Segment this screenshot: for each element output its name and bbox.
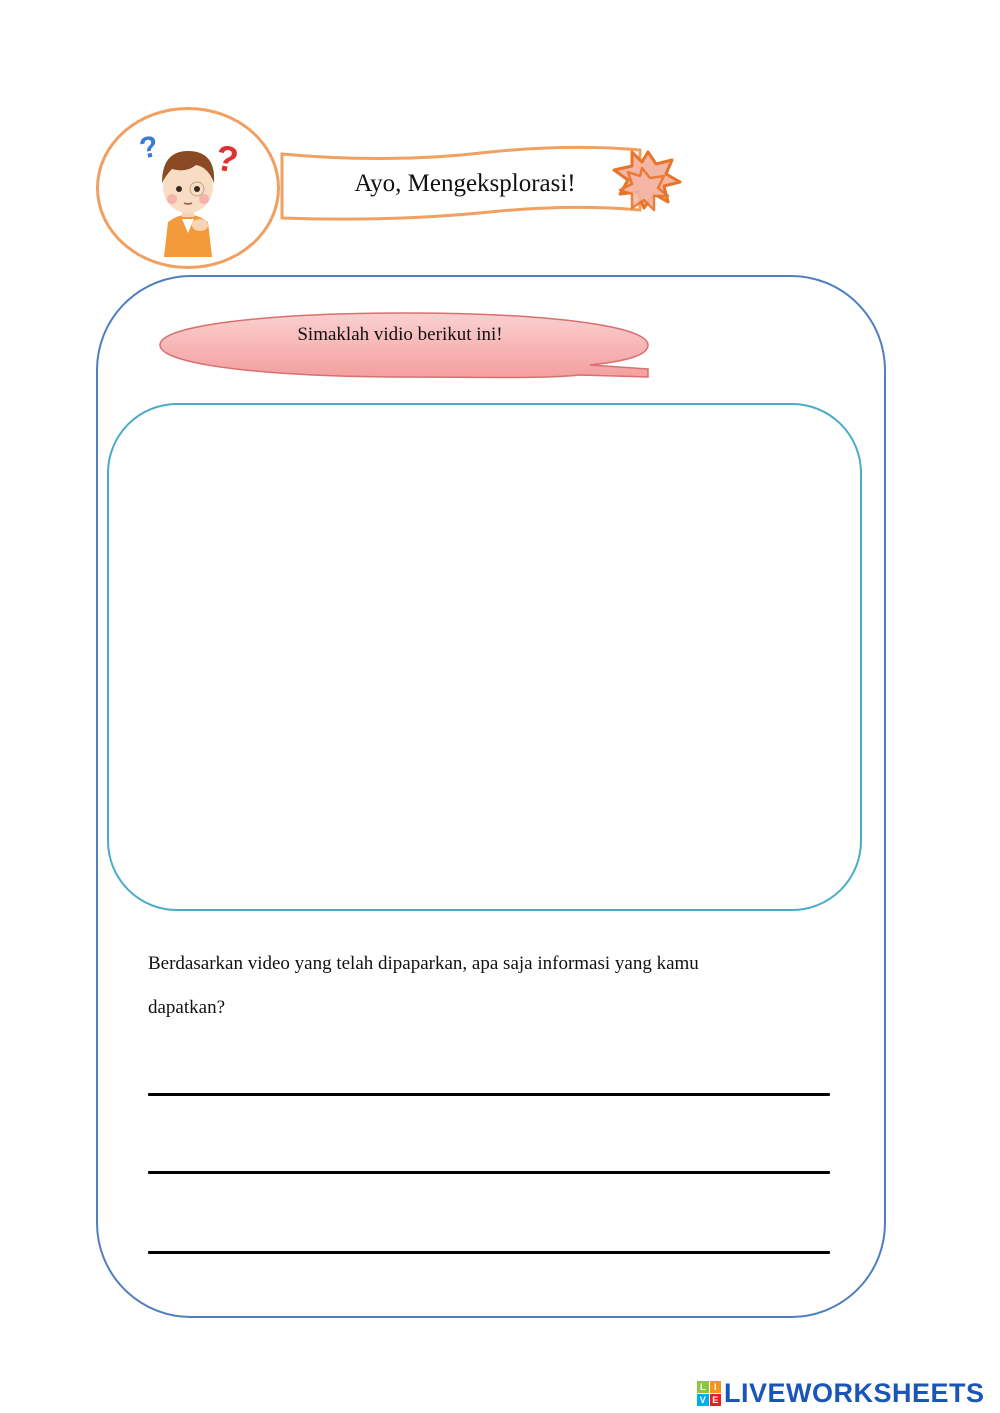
liveworksheets-logo[interactable] xyxy=(697,1378,985,1408)
question-line-2: dapatkan? xyxy=(148,997,226,1018)
question-text xyxy=(148,942,788,1030)
answer-line-3[interactable] xyxy=(148,1251,830,1254)
instruction-text: Simaklah vidio berikut ini! xyxy=(297,324,503,345)
answer-line-1[interactable] xyxy=(148,1093,830,1096)
liveworksheets-logo-mark: L I V E xyxy=(697,1381,721,1405)
page-title: Ayo, Mengeksplorasi! xyxy=(354,170,576,197)
question-line-1: Berdasarkan video yang telah dipaparkan, apa saja informasi yang kamu xyxy=(148,953,699,974)
svg-text:?: ? xyxy=(212,136,242,181)
logo-text: LIVEWORKSHEETS xyxy=(724,1378,985,1408)
answer-line-2[interactable] xyxy=(148,1171,830,1174)
svg-text:?: ? xyxy=(136,129,162,166)
video-placeholder[interactable] xyxy=(107,403,862,911)
mascot-emblem xyxy=(96,107,280,269)
thinking-boy-icon xyxy=(96,107,280,269)
